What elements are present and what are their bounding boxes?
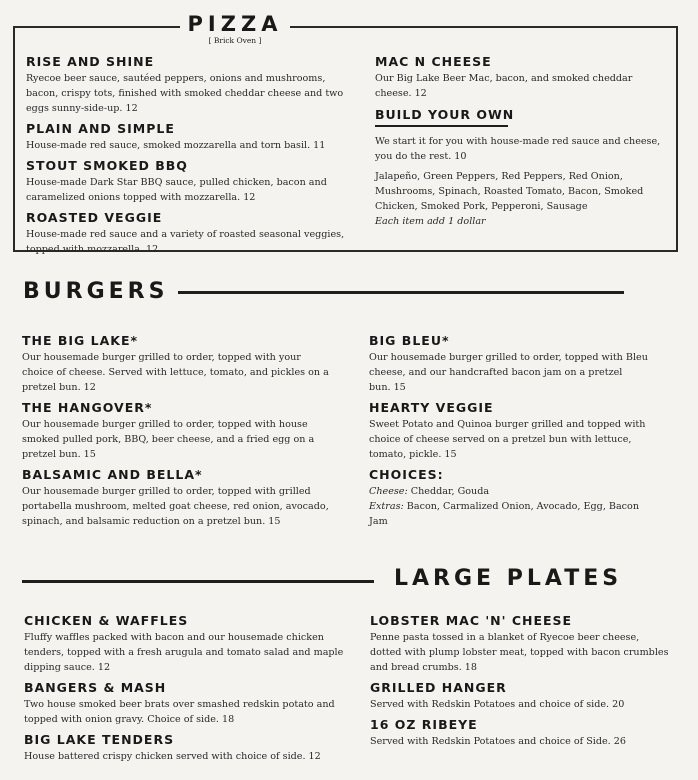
item-name: STOUT SMOKED BBQ [26,158,188,173]
item-name: GRILLED HANGER [370,680,507,695]
menu-item [26,158,351,205]
item-price: 15 [268,516,281,527]
item-description: Two house smoked beer brats over smashed redskin potato and topped with onion gravy. Choice of side. 18 [24,699,335,725]
burgers-section-title: BURGERS [23,279,169,304]
item-name: BIG BLEU* [369,333,450,348]
menu-item [370,613,670,675]
toppings-note: Each item add 1 dollar [375,216,486,227]
item-description: House-made red sauce and a variety of roasted seasonal veggies, topped with mozzarella. 12 [26,229,345,255]
extras-choices: Extras: Bacon, Carmalized Onion, Avocado, Egg, Bacon Jam [369,501,640,527]
item-description: House-made Dark Star BBQ sauce, pulled chicken, bacon and caramelized onions topped with mozzarella. 12 [26,177,327,203]
item-price: 10 [454,151,467,162]
item-price: 18 [222,714,235,725]
item-description: House-made red sauce, smoked mozzarella and torn basil. 11 [26,140,326,151]
menu-item [22,467,332,529]
pizza-left-column [26,54,351,262]
pizza-right-column [375,54,665,234]
item-price: 15 [393,382,406,393]
menu-item [24,732,344,764]
pizza-section-subtitle: [ Brick Oven ] [208,36,262,45]
item-description: Our Big Lake Beer Mac, bacon, and smoked cheddar cheese. 12 [375,73,633,99]
menu-item [24,613,344,675]
item-price: 12 [308,751,321,762]
toppings-list: Jalapeño, Green Peppers, Red Peppers, Red Onion, Mushrooms, Spinach, Roasted Tomato, Bacon, Smoked Chicken, Smoked Pork, Pepperoni, Sausage [375,171,644,212]
cheese-choices: Cheese: Cheddar, Gouda [369,486,490,497]
title-underline [375,125,508,127]
menu-item [26,54,351,116]
menu-item [22,333,332,395]
item-description: Ryecoe beer sauce, sautéed peppers, onions and mushrooms, bacon, crispy tots, finished with smoked cheddar cheese and two eggs sunny-side-up. 12 [26,73,344,114]
burgers-left-column [22,333,332,534]
item-description: House battered crispy chicken served with choice of side. 12 [24,751,321,762]
menu-item [22,400,332,462]
item-price: 12 [83,382,96,393]
item-name: ROASTED VEGGIE [26,210,163,225]
item-price: 12 [97,662,111,673]
item-description: Our housemade burger grilled to order, topped with your choice of cheese. Served with lettuce, tomato, and pickles on a pretzel bun. 12 [22,352,329,393]
pizza-title-block [180,12,290,45]
build-your-own-title: BUILD YOUR OWN [375,107,515,122]
menu-item [375,54,665,101]
item-description: Served with Redskin Potatoes and choice of Side. 26 [370,736,626,747]
item-description: Sweet Potato and Quinoa burger grilled and topped with choice of cheese served on a pretzel bun with lettuce, tomato, pickle. 15 [369,419,646,460]
item-name: 16 OZ RIBEYE [370,717,478,732]
item-price: 12 [146,244,159,255]
item-name: THE HANGOVER* [22,400,153,415]
pizza-section-title: PIZZA [187,12,283,36]
item-price: 20 [612,699,625,710]
item-name: THE BIG LAKE* [22,333,139,348]
item-name: BANGERS & MASH [24,680,167,695]
choices-block [369,467,659,529]
section-rule [22,580,374,583]
item-price: 11 [313,140,326,151]
item-description: Our housemade burger grilled to order, topped with grilled portabella mushroom, melted goat cheese, red onion, avocado, spinach, and balsamic reduction on a pretzel bun. 15 [22,486,329,527]
item-name: MAC N CHEESE [375,54,492,69]
choices-title: CHOICES: [369,467,444,482]
large-plates-left-column [24,613,344,769]
section-rule [178,291,624,294]
menu-item [26,210,351,257]
item-description: Penne pasta tossed in a blanket of Ryecoe beer cheese, dotted with plump lobster meat, topped with bacon crumbles and bread crumbs. 18 [370,632,669,673]
large-plates-section-title: LARGE PLATES [394,566,623,591]
item-name: CHICKEN & WAFFLES [24,613,189,628]
item-price: 26 [613,736,626,747]
menu-item [24,680,344,727]
item-name: BALSAMIC AND BELLA* [22,467,203,482]
item-name: BIG LAKE TENDERS [24,732,175,747]
item-name: HEARTY VEGGIE [369,400,494,415]
item-description: Fluffy waffles packed with bacon and our housemade chicken tenders, topped with a fresh arugula and tomato salad and maple dipping sauce. 12 [24,632,344,673]
burgers-right-column [369,333,659,534]
item-price: 15 [83,449,96,460]
menu-item [370,680,670,712]
item-description: Served with Redskin Potatoes and choice of side. 20 [370,699,625,710]
build-your-own [375,107,665,229]
item-description: Our housemade burger grilled to order, topped with Bleu cheese, and our handcrafted bacon jam on a pretzel bun. 15 [369,352,648,393]
menu-item [369,333,659,395]
item-description: We start it for you with house-made red sauce and cheese, you do the rest. 10 [375,136,661,162]
item-price: 15 [444,449,457,460]
item-price: 12 [414,88,427,99]
item-name: RISE AND SHINE [26,54,155,69]
item-description: Our housemade burger grilled to order, topped with house smoked pulled pork, BBQ, beer cheese, and a fried egg on a pretzel bun. 15 [22,419,315,460]
menu-item [369,400,659,462]
item-name: PLAIN AND SIMPLE [26,121,175,136]
menu-item [26,121,351,153]
item-price: 12 [125,103,138,114]
item-price: 12 [243,192,256,203]
menu-item [370,717,670,749]
item-price: 18 [464,662,477,673]
item-name: LOBSTER MAC 'N' CHEESE [370,613,573,628]
large-plates-right-column [370,613,670,754]
